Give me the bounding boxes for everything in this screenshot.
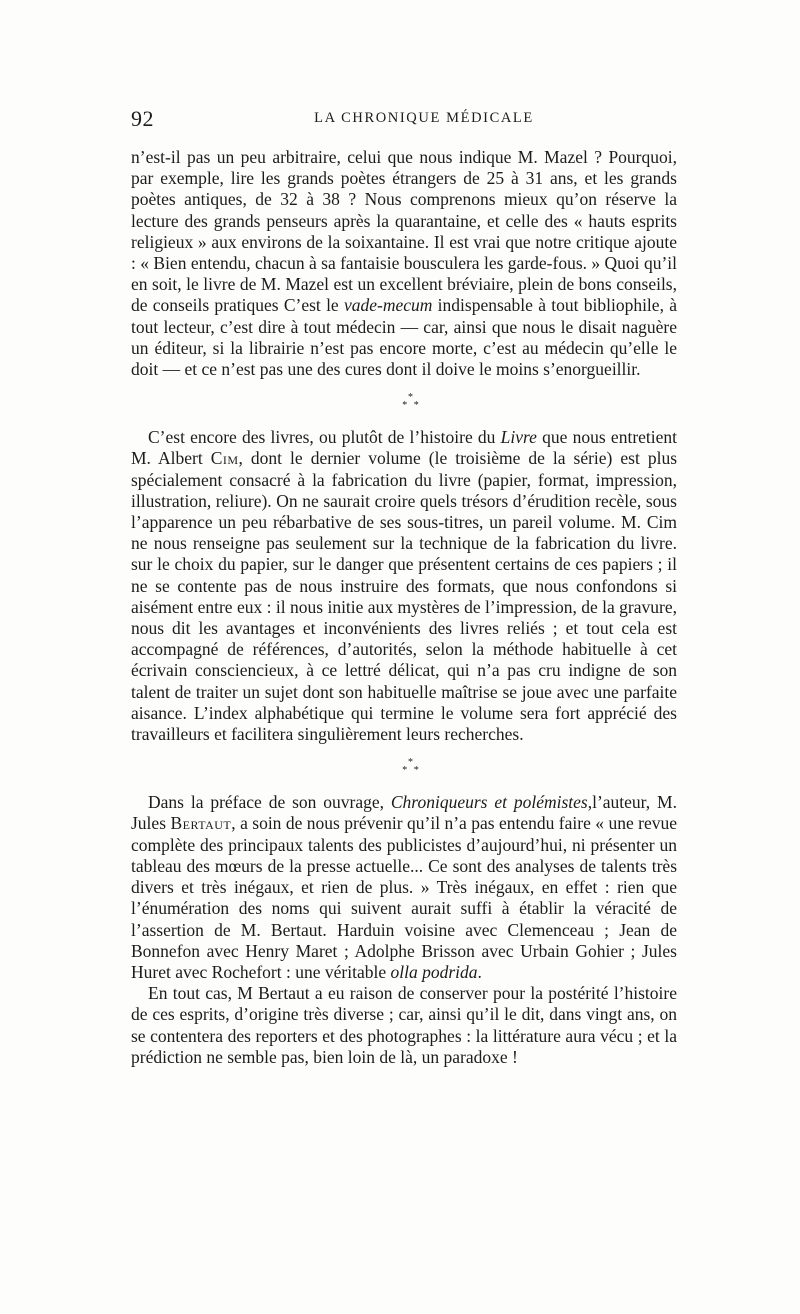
- paragraph-conclusion: En tout cas, M Bertaut a eu raison de conserver pour la postérité l’histoire de ces esprits, d’origine très diverse ; car, ainsi qu’il le dit, dans vingt ans, on se contentera des reporters et des photographes : la littérature aura vécu ; et la prédiction ne semble pas, bien loin de là, un paradoxe !: [131, 983, 677, 1067]
- text-run: Dans la préface de son ouvrage,: [148, 792, 391, 813]
- italic-run: Livre: [500, 427, 537, 448]
- italic-run: olla podrida: [390, 961, 478, 982]
- author-name: Bertaut: [170, 813, 232, 834]
- asterism-top: *: [408, 757, 415, 769]
- text-run: que nous entretient M. Albert: [131, 427, 678, 469]
- italic-run: vade-mecum: [343, 295, 433, 316]
- paragraph-bertaut: [131, 792, 677, 983]
- asterism-top: *: [408, 392, 415, 404]
- text-run: .: [477, 961, 482, 982]
- page-number: 92: [131, 106, 154, 131]
- paragraph-mazel: [131, 147, 677, 380]
- author-name: Cim: [210, 448, 239, 469]
- text-run: , dont le dernier volume (le troisième de la série) est plus spécialement consacré à la fabrication du livre (papier, format, impression, illustration, reliure). On ne saurait croire quels trésors d’érudition recèle, sous l’apparence un peu rébarbative de ses sous-titres, un pareil volume. M. Cim ne nous renseigne pas seulement sur la technique de la fabrication du livre. sur le choix du papier, sur le danger que présentent certains de ces papiers ; il ne se contente pas de nous instruire des formats, que nous confondons si aisément entre eux : il nous initie aux mystères de l’impression, de la gravure, nous dit les avantages et inconvénients des livres reliés ; et tout cela est accompagné de références, d’autorités, selon la méthode habituelle à cet écrivain consciencieux, à ce lettré délicat, qui n’a pas cru indigne de son talent de traiter un sujet dont son habituelle maîtrise se joue avec une parfaite aisance. L’index alphabétique qui termine le volume sera fort apprécié des travailleurs et facilitera singulièrement leurs recherches.: [131, 448, 677, 745]
- italic-run: Chroniqueurs et polémistes: [390, 792, 588, 813]
- text-run: indispensable à tout bibliophile, à tout lecteur, c’est dire à tout médecin — car, ainsi que nous le disait naguère un éditeur, si la librairie n’est pas encore morte, c’est au médecin qu’elle le doit — et ce n’est pas une des cures dont il doive le moins s’enorgueillir.: [131, 295, 677, 380]
- page-header: [131, 107, 677, 131]
- body-text: [131, 147, 677, 1068]
- text-run: ,l’auteur, M. Jules: [131, 792, 677, 834]
- text-run: , a soin de nous prévenir qu’il n’a pas entendu faire « une revue complète des principaux talents des publicistes d’aujourd’hui, ni présenter un tableau des mœurs de la presse actuelle... Ce sont des analyses de talents très divers et très inégaux, et rien de plus. » Très inégaux, en effet : rien que l’énumération des noms qui suivent aurait suffi à établir la véracité de l’assertion de M. Bertaut. Harduin voisine avec Clemenceau ; Jean de Bonnefon avec Henry Maret ; Adolphe Brisson avec Urbain Gohier ; Jules Huret avec Rochefort : une véritable: [131, 813, 678, 982]
- paragraph-cim: [131, 427, 677, 745]
- asterism-bottom: * *: [402, 765, 421, 777]
- text-run: C’est encore des livres, ou plutôt de l’histoire du: [148, 427, 501, 448]
- text-run: n’est-il pas un peu arbitraire, celui que nous indique M. Mazel ? Pourquoi, par exemple, lire les grands poètes étrangers de 25 à 31 ans, et les grands poètes antiques, de 32 à 38 ? Nous comprenons mieux qu’on réserve la lecture des grands penseurs après la quarantaine, et celle des « hauts esprits religieux » aux environs de la soixantaine. Il est vrai que notre critique ajoute : « Bien entendu, chacun à sa fantaisie bousculera les garde-fous. » Quoi qu’il en soit, le livre de M. Mazel est un excellent bréviaire, plein de bons conseils, de conseils pratiques C’est le: [131, 147, 677, 316]
- running-head: LA CHRONIQUE MÉDICALE: [314, 110, 534, 126]
- asterism-bottom: * *: [402, 400, 421, 412]
- section-separator: [131, 759, 677, 775]
- section-separator: [131, 394, 677, 410]
